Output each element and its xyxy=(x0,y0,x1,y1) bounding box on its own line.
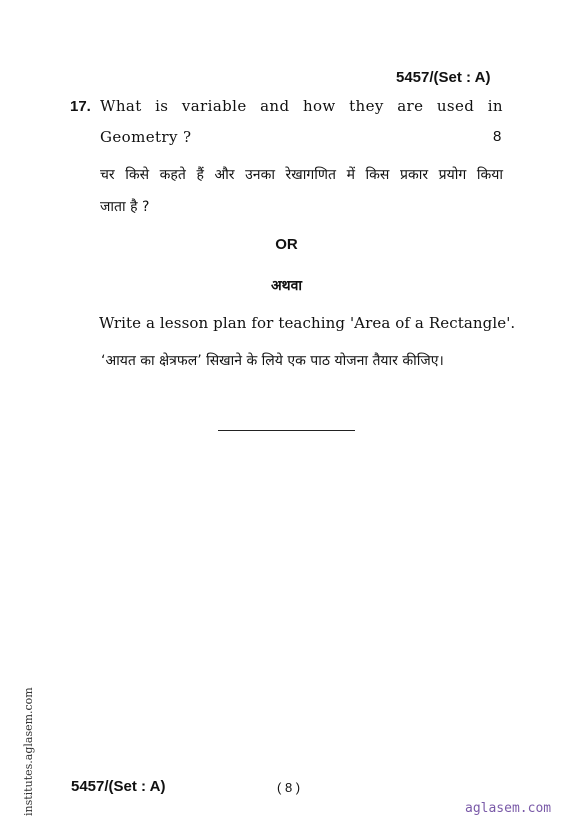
alternative-question-english: Write a lesson plan for teaching 'Area of a Rectangle'. xyxy=(99,314,516,332)
paper-code-header: 5457/(Set : A) xyxy=(396,69,491,86)
brand-watermark: aglasem.com xyxy=(465,801,552,816)
paper-code-footer: 5457/(Set : A) xyxy=(71,778,166,795)
page-number: ( 8 ) xyxy=(277,780,301,795)
question-english-line-2: Geometry ? xyxy=(100,128,192,146)
side-watermark: institutes.aglasem.com xyxy=(22,687,35,816)
question-number: 17. xyxy=(70,98,91,115)
question-hindi-line-2: जाता है ? xyxy=(100,199,150,215)
or-separator-hindi: अथवा xyxy=(270,278,303,294)
question-english-line-1: What is variable and how they are used in xyxy=(100,97,503,115)
alternative-question-hindi: ‘आयत का क्षेत्रफल’ सिखाने के लिये एक पाठ योजना तैयार कीजिए। xyxy=(101,353,444,369)
or-separator: OR xyxy=(275,236,298,253)
question-hindi-line-1: चर किसे कहते हैं और उनका रेखागणित में किस प्रकार प्रयोग किया xyxy=(100,167,503,183)
end-divider xyxy=(218,430,355,431)
question-marks: 8 xyxy=(493,128,502,145)
